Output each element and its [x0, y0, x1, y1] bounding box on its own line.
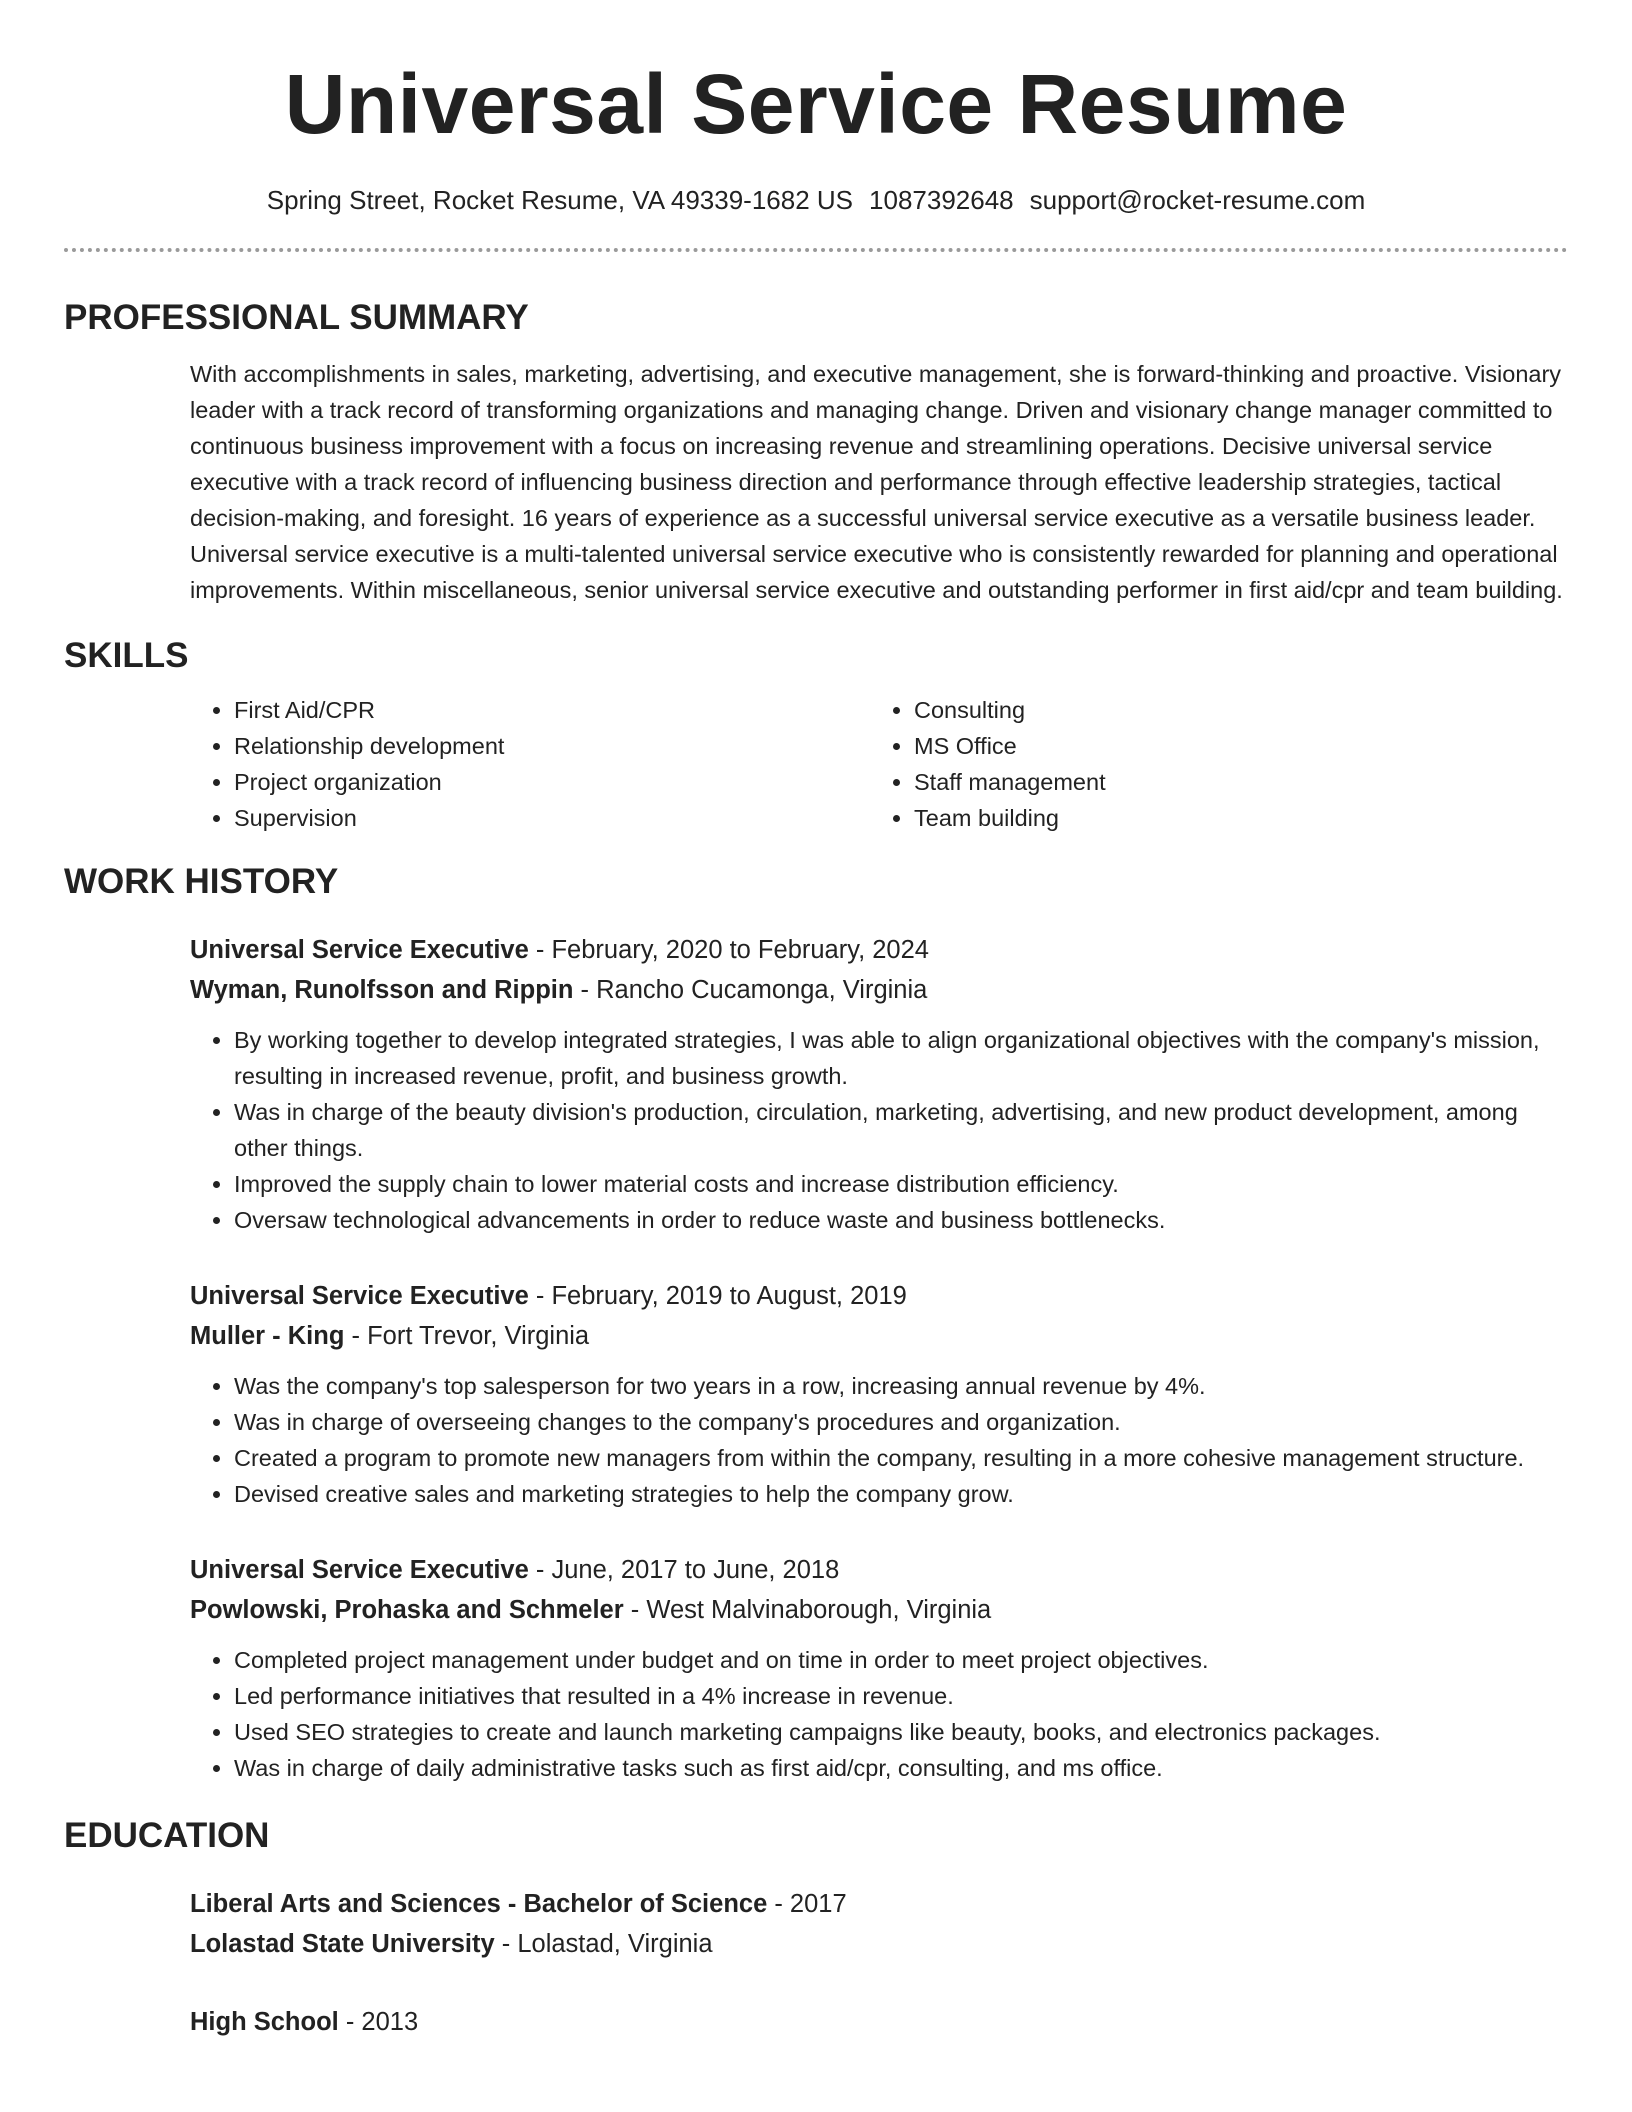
job-role: Universal Service Executive [190, 1556, 529, 1584]
job-role-line [190, 1276, 1568, 1316]
resume-title: Universal Service Resume [284, 57, 1348, 151]
job-location: - Rancho Cucamonga, Virginia [573, 976, 928, 1004]
summary-heading: PROFESSIONAL SUMMARY [64, 298, 529, 337]
skills-column-right [870, 692, 1550, 836]
job-entry [190, 1550, 1568, 1786]
summary-text: With accomplishments in sales, marketing, advertising, and executive management, she is forward-thinking and proactive. Visionary leader with a track record of transforming organizations and managing change. Driven and visionary change manager committed to continuous business improvement with a focus on increasing revenue and streamlining operations. Decisive universal service executive with a track record of influencing business direction and performance through effective leadership strategies, tactical decision-making, and foresight. 16 years of experience as a successful universal service executive as a versatile business leader. Universal service executive is a multi-talented universal service executive who is consistently rewarded for planning and operational improvements. Within miscellaneous, senior universal service executive and outstanding performer in first aid/cpr and team building. [190, 361, 1563, 603]
job-bullet: • Was the company's top salesperson for two years in a row, increasing annual revenue by 4%. [234, 1368, 1568, 1404]
job-bullet: • Was in charge of the beauty division's production, circulation, marketing, advertising, and new product development, among other things. [234, 1094, 1568, 1166]
resume-page [64, 0, 1568, 2042]
education-degree: High School [190, 2008, 339, 2036]
skill-item: • Project organization [234, 764, 870, 800]
job-company: Muller - King [190, 1322, 345, 1350]
education-entry [190, 2002, 1568, 2042]
work-history-heading: WORK HISTORY [64, 862, 339, 901]
education-heading: EDUCATION [64, 1816, 270, 1855]
skills-column-left [190, 692, 870, 836]
education-degree-line [190, 2002, 1568, 2042]
job-bullet: • Oversaw technological advancements in order to reduce waste and business bottlenecks. [234, 1202, 1568, 1238]
job-role-line [190, 930, 1568, 970]
email-text: support@rocket-resume.com [1029, 185, 1366, 215]
skills-heading: SKILLS [64, 636, 189, 675]
job-bullet: • Led performance initiatives that resulted in a 4% increase in revenue. [234, 1678, 1568, 1714]
skills-list [190, 692, 1568, 836]
job-role: Universal Service Executive [190, 1282, 529, 1310]
job-role-line [190, 1550, 1568, 1590]
job-location: - Fort Trevor, Virginia [344, 1322, 590, 1350]
address-text: Spring Street, Rocket Resume, VA 49339-1682 US [266, 185, 854, 215]
education-location: - Lolastad, Virginia [494, 1930, 713, 1958]
job-bullet: • By working together to develop integrated strategies, I was able to align organizational objectives with the company's mission, resulting in increased revenue, profit, and business growth. [234, 1022, 1568, 1094]
job-bullet: • Completed project management under budget and on time in order to meet project objectives. [234, 1642, 1568, 1678]
phone-text: 1087392648 [869, 185, 1014, 215]
education-year: - 2017 [767, 1890, 847, 1918]
job-bullet: • Improved the supply chain to lower material costs and increase distribution efficiency. [234, 1166, 1568, 1202]
job-bullet: • Was in charge of daily administrative tasks such as first aid/cpr, consulting, and ms office. [234, 1750, 1568, 1786]
job-bullets [190, 1642, 1568, 1786]
job-dates: - February, 2019 to August, 2019 [528, 1282, 907, 1310]
skill-item: • Relationship development [234, 728, 870, 764]
contact-line [64, 182, 1568, 218]
job-company-line [190, 1316, 1568, 1356]
job-bullets [190, 1368, 1568, 1512]
skill-item: • Team building [914, 800, 1550, 836]
job-bullet: • Was in charge of overseeing changes to the company's procedures and organization. [234, 1404, 1568, 1440]
job-entry [190, 930, 1568, 1238]
skill-item: • MS Office [914, 728, 1550, 764]
job-entry [190, 1276, 1568, 1512]
education-degree-line [190, 1884, 1568, 1924]
education-entry [190, 1884, 1568, 1964]
job-company: Wyman, Runolfsson and Rippin [190, 976, 574, 1004]
skill-item: • First Aid/CPR [234, 692, 870, 728]
job-role: Universal Service Executive [190, 936, 529, 964]
skill-item: • Supervision [234, 800, 870, 836]
job-dates: - February, 2020 to February, 2024 [528, 936, 929, 964]
job-company-line [190, 970, 1568, 1010]
job-bullet: • Used SEO strategies to create and launch marketing campaigns like beauty, books, and electronics packages. [234, 1714, 1568, 1750]
skill-item: • Consulting [914, 692, 1550, 728]
job-company-line [190, 1590, 1568, 1630]
job-bullet: • Devised creative sales and marketing strategies to help the company grow. [234, 1476, 1568, 1512]
education-school: Lolastad State University [190, 1930, 495, 1958]
job-dates: - June, 2017 to June, 2018 [528, 1556, 840, 1584]
education-school-line [190, 1924, 1568, 1964]
job-bullet: • Created a program to promote new managers from within the company, resulting in a more cohesive management structure. [234, 1440, 1568, 1476]
job-company: Powlowski, Prohaska and Schmeler [190, 1596, 624, 1624]
skill-item: • Staff management [914, 764, 1550, 800]
job-location: - West Malvinaborough, Virginia [623, 1596, 992, 1624]
header-divider [64, 248, 1568, 252]
education-degree: Liberal Arts and Sciences - Bachelor of Science [190, 1890, 768, 1918]
job-bullets [190, 1022, 1568, 1238]
education-year: - 2013 [338, 2008, 419, 2036]
